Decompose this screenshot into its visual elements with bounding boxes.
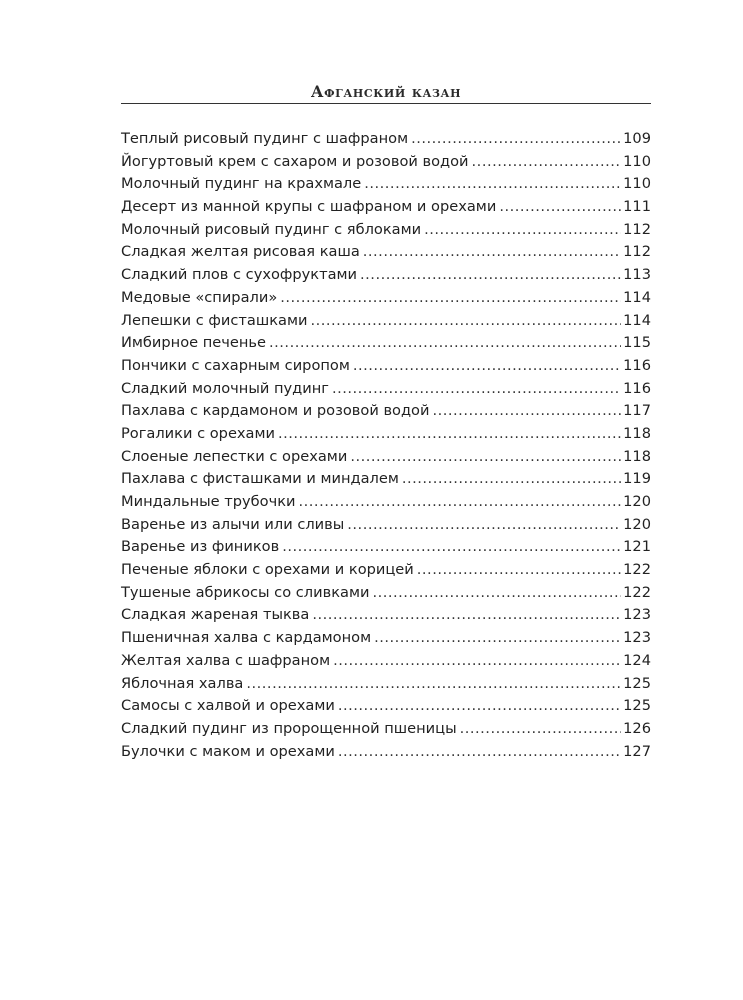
toc-entry-title: Рогалики с орехами <box>121 424 275 442</box>
toc-entry-title: Желтая халва с шафраном <box>121 651 331 669</box>
toc-entry-page-number: 127 <box>623 742 651 760</box>
toc-entry-page-number: 112 <box>623 243 651 261</box>
toc-dot-leader <box>411 128 621 151</box>
toc-entry <box>121 514 651 537</box>
toc-dot-leader <box>360 264 621 287</box>
toc-entry-title: Булочки с маком и орехами <box>121 742 335 760</box>
toc-dot-leader <box>332 378 621 401</box>
toc-entry-title: Молочный пудинг на крахмале <box>121 175 362 193</box>
toc-entry-page-number: 115 <box>623 334 651 352</box>
toc-dot-leader <box>338 741 621 764</box>
toc-dot-leader <box>364 173 621 196</box>
toc-entry <box>121 173 651 196</box>
toc-dot-leader <box>280 287 621 310</box>
toc-entry <box>121 355 651 378</box>
toc-entry-page-number: 114 <box>623 311 651 329</box>
toc-entry <box>121 650 651 673</box>
toc-dot-leader <box>278 423 621 446</box>
toc-entry <box>121 423 651 446</box>
toc-entry-page-number: 118 <box>623 447 651 465</box>
toc-entry-page-number: 126 <box>623 719 651 737</box>
toc-entry <box>121 446 651 469</box>
toc-dot-leader <box>432 400 621 423</box>
toc-entry-title: Медовые «спирали» <box>121 288 278 306</box>
toc-entry-title: Молочный рисовый пудинг с яблоками <box>121 220 422 238</box>
toc-entry <box>121 491 651 514</box>
toc-entry-page-number: 111 <box>623 198 651 216</box>
toc-entry-title: Сладкая желтая рисовая каша <box>121 243 360 261</box>
toc-entry-title: Сладкий молочный пудинг <box>121 379 329 397</box>
toc-entry-page-number: 110 <box>623 152 651 170</box>
toc-dot-leader <box>460 718 622 741</box>
toc-entry-page-number: 123 <box>623 629 651 647</box>
toc-entry-page-number: 124 <box>623 651 651 669</box>
table-of-contents <box>121 128 651 763</box>
toc-entry-page-number: 122 <box>623 583 651 601</box>
toc-entry-title: Теплый рисовый пудинг с шафраном <box>121 130 409 147</box>
toc-dot-leader <box>333 650 621 673</box>
toc-dot-leader <box>310 310 621 333</box>
toc-entry-title: Самосы с халвой и орехами <box>121 697 335 715</box>
toc-dot-leader <box>372 582 621 605</box>
toc-entry <box>121 559 651 582</box>
toc-entry-page-number: 119 <box>623 470 651 488</box>
toc-entry <box>121 741 651 764</box>
toc-entry-page-number: 123 <box>623 606 651 624</box>
toc-dot-leader <box>472 151 622 174</box>
toc-entry <box>121 196 651 219</box>
toc-entry-title: Сладкая жареная тыква <box>121 606 310 624</box>
toc-entry-page-number: 114 <box>623 288 651 306</box>
toc-entry-title: Сладкий плов с сухофруктами <box>121 266 358 284</box>
toc-entry-title: Десерт из манной крупы с шафраном и орехами <box>121 198 497 216</box>
toc-entry <box>121 241 651 264</box>
toc-entry <box>121 468 651 491</box>
toc-entry <box>121 400 651 423</box>
toc-entry <box>121 536 651 559</box>
toc-entry-page-number: 116 <box>623 379 651 397</box>
toc-entry-page-number: 112 <box>623 220 651 238</box>
toc-entry-title: Сладкий пудинг из пророщенной пшеницы <box>121 719 457 737</box>
toc-entry <box>121 128 651 151</box>
toc-entry <box>121 287 651 310</box>
toc-dot-leader <box>282 536 621 559</box>
toc-entry <box>121 582 651 605</box>
toc-dot-leader <box>374 627 621 650</box>
toc-entry <box>121 718 651 741</box>
toc-entry-title: Пшеничная халва с кардамоном <box>121 629 372 647</box>
toc-entry-title: Печеные яблоки с орехами и корицей <box>121 561 414 579</box>
toc-entry <box>121 219 651 242</box>
toc-entry-title: Тушеные абрикосы со сливками <box>121 583 370 601</box>
toc-entry-title: Пончики с сахарным сиропом <box>121 356 350 374</box>
toc-entry <box>121 673 651 696</box>
toc-dot-leader <box>417 559 621 582</box>
toc-entry-page-number: 117 <box>623 402 651 420</box>
toc-dot-leader <box>338 695 621 718</box>
toc-entry-page-number: 122 <box>623 561 651 579</box>
toc-entry-title: Миндальные трубочки <box>121 493 296 510</box>
toc-entry <box>121 627 651 650</box>
toc-entry-page-number: 109 <box>623 130 651 147</box>
toc-dot-leader <box>350 446 621 469</box>
toc-entry <box>121 151 651 174</box>
toc-entry <box>121 695 651 718</box>
running-header <box>121 80 651 104</box>
toc-entry-page-number: 120 <box>623 493 651 510</box>
toc-entry-page-number: 118 <box>623 424 651 442</box>
toc-dot-leader <box>312 604 621 627</box>
toc-entry-title: Имбирное печенье <box>121 334 267 352</box>
toc-dot-leader <box>299 491 622 514</box>
toc-entry <box>121 264 651 287</box>
toc-entry-title: Йогуртовый крем с сахаром и розовой водой <box>121 152 469 170</box>
toc-entry-title: Пахлава с кардамоном и розовой водой <box>121 402 430 420</box>
toc-entry <box>121 310 651 333</box>
toc-entry-title: Пахлава с фисташками и миндалем <box>121 470 399 488</box>
toc-dot-leader <box>499 196 621 219</box>
toc-entry <box>121 378 651 401</box>
toc-entry-title: Варенье из алычи или сливы <box>121 515 345 533</box>
toc-entry-title: Варенье из фиников <box>121 538 280 556</box>
toc-entry-page-number: 125 <box>623 697 651 715</box>
toc-entry <box>121 332 651 355</box>
running-header-title: Афганский казан <box>310 82 462 101</box>
toc-dot-leader <box>424 219 621 242</box>
toc-entry-page-number: 110 <box>623 175 651 193</box>
toc-dot-leader <box>402 468 621 491</box>
toc-dot-leader <box>353 355 621 378</box>
toc-dot-leader <box>269 332 621 355</box>
toc-entry-title: Лепешки с фисташками <box>121 311 308 329</box>
toc-entry-title: Слоеные лепестки с орехами <box>121 447 348 465</box>
toc-entry-title: Яблочная халва <box>121 674 244 692</box>
toc-entry <box>121 604 651 627</box>
toc-dot-leader <box>246 673 621 696</box>
header-divider <box>121 103 651 104</box>
toc-entry-page-number: 113 <box>623 266 651 284</box>
toc-entry-page-number: 120 <box>623 515 651 533</box>
toc-entry-page-number: 116 <box>623 356 651 374</box>
toc-entry-page-number: 121 <box>623 538 651 556</box>
toc-dot-leader <box>363 241 621 264</box>
toc-dot-leader <box>347 514 621 537</box>
toc-entry-page-number: 125 <box>623 674 651 692</box>
